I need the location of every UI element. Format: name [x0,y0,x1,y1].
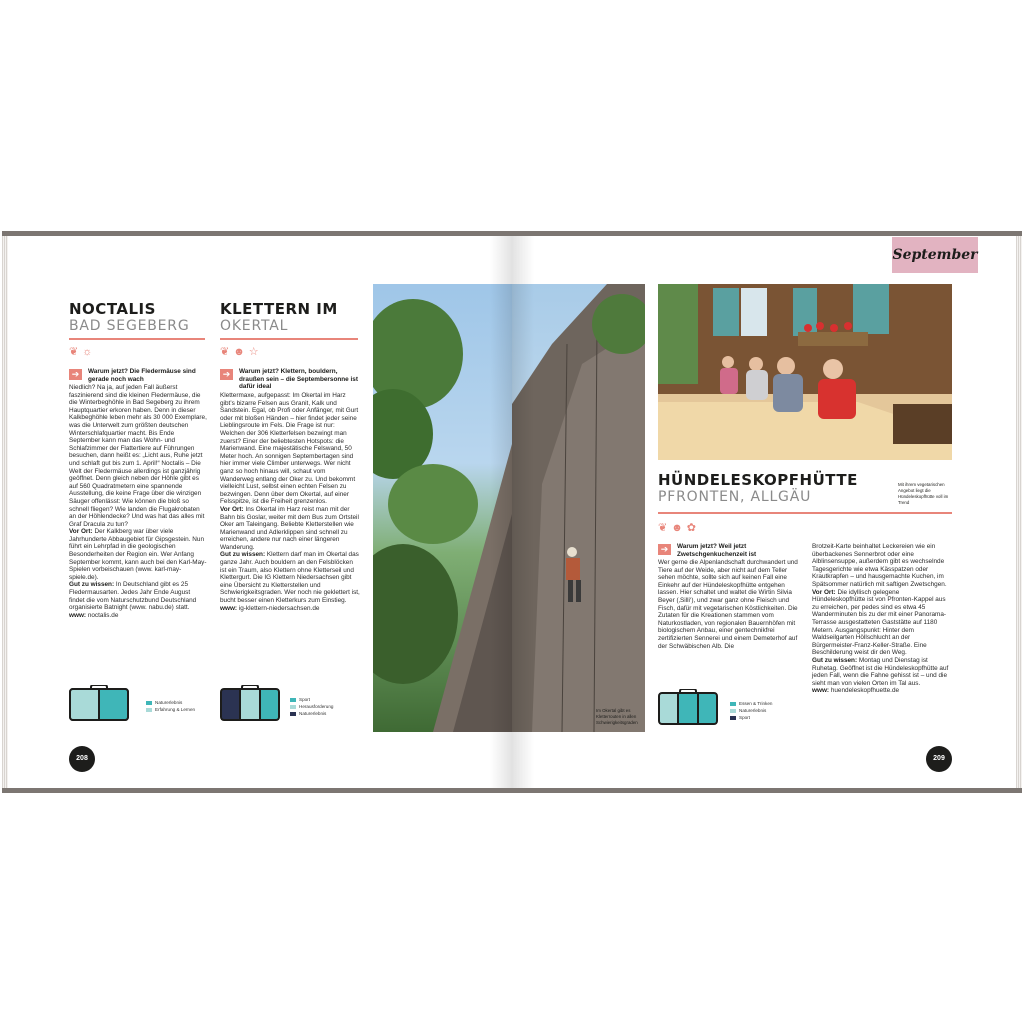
group-icon: ☻ [233,346,249,358]
legend-swatch [290,705,296,709]
noctalis-title: NOCTALIS [69,300,156,318]
huette-subtitle: PFRONTEN, ALLGÄU [658,489,812,505]
hut-photo-caption: Mit ihrem vegetarischen Angebot liegt die Hündeleskopfhütte voll im Trend [898,482,949,505]
arrow-icon: ➔ [220,369,233,380]
leaf-icon: ❦ [220,346,234,358]
body-paragraph [69,528,207,581]
paragraph-label: Gut zu wissen: [220,551,267,559]
legend-item [730,707,772,714]
paragraph-text: Montag und Dienstag ist Ruhetag. Geöffnet ist die Hündeleskopfhütte auf jeden Fall, wenn die Fahne gehisst ist – und die sieht man von vielen Orten im Tal aus. [812,656,949,687]
legend-item [730,700,772,707]
huette-body-col2 [812,543,954,695]
body-paragraph [220,551,360,604]
klettern-subtitle: OKERTAL [220,318,289,334]
body-paragraph [220,506,360,552]
huette-category-icons [658,522,700,534]
paragraph-text: In Deutschland gibt es 25 Fledermausarten. Jedes Jahr Ende August findet die vom Naturschutzbund Deutschland organisierte Batnight (www. nabu.de) statt. [69,581,197,612]
klettern-title: KLETTERN IM [220,300,338,318]
paragraph-text: Wer gerne die Alpenlandschaft durchwandert und Tiere auf der Weide, aber nicht auf dem Teller sehen möchte, sollte sich auf keinen Fall eine Einkehr auf der Hündeleskopfhütte entgehen lassen. Hier schaltet und waltet die Wirtin Silvia Beyer (‚Silli‘), und zwar ganz ohne Fleisch und Fisch, dafür mit vegetarischen Köstlichkeiten. Die Zutaten für die Kreationen stammen vom Naturkostladen, von regionalen Bauernhöfen mit biologischem Anbau, einer gentechnikfrei zertifizierten Sennerei und einem Demeterhof auf der Schwäbischen Alb. Die [658,559,798,650]
legend-swatch [730,702,736,706]
body-paragraph [812,657,954,687]
paragraph-label: Gut zu wissen: [812,656,859,664]
leaf-icon: ❦ [69,346,83,358]
noctalis-rule [69,338,205,340]
body-paragraph [69,612,207,620]
climbing-photo-right [512,284,645,732]
legend-item [290,703,333,710]
klettern-rule [220,338,358,340]
food-icon: ✿ [686,522,701,534]
huette-title: HÜNDELESKOPFHÜTTE [658,471,858,489]
paragraph-label: Vor Ort: [220,505,246,513]
paragraph-text[interactable]: ig-klettern-niedersachsen.de [238,604,320,612]
climbing-photo-right-art [512,284,645,732]
legend-swatch [730,716,736,720]
paragraph-label: Gut zu wissen: [69,581,116,589]
month-tag: September [892,237,978,273]
arrow-icon: ➔ [658,544,671,555]
group-icon: ☻ [671,522,687,534]
klettern-question: Warum jetzt? Klettern, bouldern, draußen sein – die Septembersonne ist dafür ideal [239,368,358,391]
body-paragraph [69,581,207,611]
star-icon: ☆ [248,346,263,358]
body-paragraph [220,605,360,613]
paragraph-text[interactable]: noctalis.de [87,611,119,619]
legend-label: Erfahrung & Lernen [155,707,196,712]
paragraph-label: Vor Ort: [69,528,95,536]
paragraph-text: Niedlich? Na ja, auf jeden Fall äußerst faszinierend sind die kleinen Fledermäuse, die die Winterbeghöhle in Bad Segeberg zu ihrem Hauptquartier erkoren haben. Denn in dieser Kalkbeghöhle leben mehr als 30 000 Exemplare, was die Unterwelt zum größten deutschen Winterschlafquartier macht. Bis Ende September kann man das Wohn- und Schlafzimmer der Flattertiere auf Führungen besuchen, dann heißt es: „Licht aus, Ruhe jetzt und schlaft gut bis zum 1. April!“ Noctalis – Die Welt der Fledermäuse allerdings ist ganzjährig geöffnet. Denn gleich neben der Höhle gibt es auf 560 Quadratmetern eine spannende Ausstellung, die keine Frage über die winzigen Säuger offenlässt: Wie können die bloß so schnell fliegen? Wie landen die Flugakrobaten an der Höhlendecke? Und was hat das alles mit Graf Dracula zu tun? [69,384,207,528]
body-paragraph [812,543,954,589]
paragraph-text: Ins Okertal im Harz reist man mit der Bahn bis Goslar, weiter mit dem Bus zum Ortsteil Oker am Taleingang. Beliebte Kletterstellen wie Marienwand und Adlerklippen sind schnell zu erreichen, andere nur nach einer längeren Wanderung. [220,505,359,551]
hut-photo [658,284,952,460]
page-number-right: 209 [926,746,952,772]
suitcase-icon [69,685,129,721]
legend-label: Naturerlebnis [739,708,767,713]
klettern-body [220,392,360,612]
suitcase-icon [658,689,718,725]
noctalis-subtitle: BAD SEGEBERG [69,318,190,334]
body-paragraph [69,384,207,528]
page-number-left: 208 [69,746,95,772]
body-paragraph [812,589,954,657]
legend-label: Essen & Trinken [739,701,773,706]
paragraph-text: Brotzeit-Karte beinhaltet Leckereien wie ein überbackenes Sennerbrot oder eine Alblinsensuppe, außerdem gibt es wechselnde Tagesgerichte wie etwa Kässpatzen oder Krautkrapfen – und hausgemachte Kuchen, im Spätsommer natürlich mit saftigen Zwetschgen. [812,543,947,588]
leaf-icon: ❦ [658,522,672,534]
legend-swatch [146,708,152,712]
legend-label: Naturerlebnis [155,700,183,705]
legend-item [146,699,195,706]
noctalis-question: Warum jetzt? Die Fledermäuse sind gerade noch wach [88,368,196,383]
body-paragraph [220,392,360,506]
paragraph-text: Klettermaxe, aufgepasst: Im Okertal im Harz gibt’s bizarre Felsen aus Granit, Kalk und Sandstein. Egal, ob Profi oder Anfänger, mit Gurt oder mit bloßen Händen – hier findet jeder seine Lieblingsroute im Fels. Die Frage ist nur: Welchen der 306 Kletterfelsen bezwingt man zuerst? Einer der beliebtesten Hotspots: die Marienwand. Eine majestätische Felswand, 50 Meter hoch. An sonnigen Septembertagen sind hier immer viele Climber unterwegs. Wer nicht ganz so hoch hinaus will, schaut vom Wanderweg entlang der Oker zu. Und bekommt vielleicht Lust, selbst einen echten Felsen zu bezwingen. Denn über dem Okertal, auf einer Felsspitze, ist die Freiheit grenzenlos. [220,392,359,506]
hut-photo-art [658,284,952,460]
klettern-category-icons [220,346,263,358]
paragraph-text: Die idyllisch gelegene Hündeleskopfhütte ist von Pfronten-Kappel aus zu erreichen, per pedes sind es etwa 45 Wanderminuten bis zu der mit einer Panorama-Terrasse ausgestatteten Gaststätte auf 1180 Metern. Ausgangspunkt: Hinter dem Waldseilgarten Höllschlucht an der Bürgermeister-Franz-Keller-Straße. Eine Beschilderung weist dir den Weg. [812,588,947,657]
climbing-photo-left [373,284,512,732]
huette-body-col1 [658,559,801,650]
paragraph-label: www: [69,611,88,619]
paragraph-text: Klettern darf man im Okertal das ganze Jahr. Auch bouldern an den Felsblöcken ist ein Traum, also Klettern ohne Kletterseil und Klettergurt. Die IG Klettern Niedersachsen gibt eine Übersicht zu Kletterstellen und Schwierigkeitsgraden. Wer noch nie geklettert ist, bucht besser einen Kletterkurs zum Einstieg. [220,551,360,605]
noctalis-category-icons [69,346,96,358]
legend-item [290,710,333,717]
legend-swatch [146,701,152,705]
sun-icon: ☼ [82,346,97,358]
climbing-photo-left-art [373,284,512,732]
noctalis-body [69,384,207,619]
climbing-photo-caption: Im Okertal gibt es Kletterrouten in allen Schwierigkeitsgraden [596,708,638,725]
legend-label: Naturerlebnis [299,711,327,716]
legend-label: Sport [739,715,750,720]
body-paragraph [658,559,801,650]
klettern-legend [290,696,333,717]
legend-label: Herausforderung [299,704,334,709]
huette-rule [658,512,952,514]
noctalis-legend [146,699,195,713]
paragraph-label: Vor Ort: [812,588,838,596]
legend-swatch [290,698,296,702]
suitcase-icon [220,685,280,721]
legend-item [730,714,772,721]
huette-question: Warum jetzt? Weil jetzt Zwetschgenkuchenzeit ist [677,543,757,558]
huette-legend [730,700,772,721]
legend-item [146,706,195,713]
paragraph-text[interactable]: huendeleskopfhuette.de [830,687,900,695]
paragraph-text: Der Kalkberg war über viele Jahrhunderte Abbaugebiet für Gipsgestein. Nun führt ein Lehrpfad in die geologischen Besonderheiten der Region ein. Wer Anfang September kommt, kann auch bei den Karl-May-Spielen vorbeischauen (www. karl-may-spiele.de). [69,528,207,581]
paragraph-label: www: [220,604,239,612]
legend-swatch [730,709,736,713]
paragraph-label: www: [812,687,831,695]
arrow-icon: ➔ [69,369,82,380]
legend-item [290,696,333,703]
left-page [8,236,512,788]
legend-label: Sport [299,697,310,702]
legend-swatch [290,712,296,716]
body-paragraph [812,687,954,695]
right-page [512,236,1016,788]
